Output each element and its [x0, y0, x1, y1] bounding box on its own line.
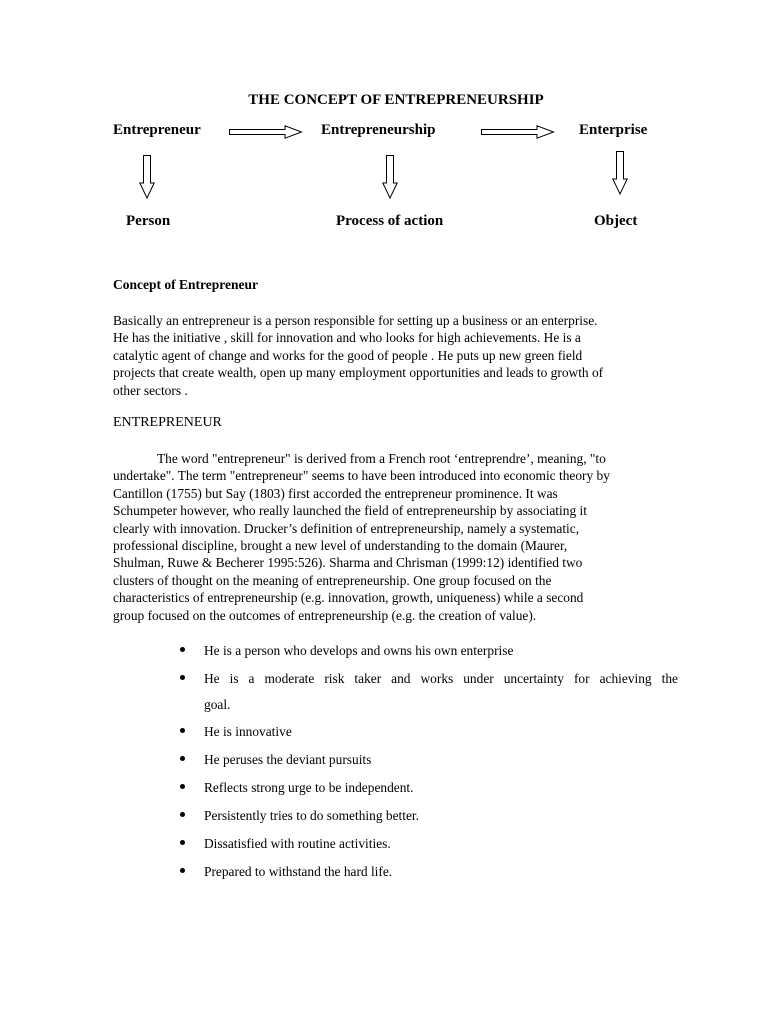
paragraph-line: Shulman, Ruwe & Becherer 1995:526). Sharma and Chrisman (1999:12) identified two: [113, 555, 583, 571]
concept-paragraph: [113, 312, 653, 399]
down-arrow-icon: [139, 155, 155, 199]
list-item-text: goal.: [204, 697, 231, 712]
paragraph-line: group focused on the outcomes of entrepreneurship (e.g. the creation of value).: [113, 607, 537, 623]
diagram-label-object: Object: [594, 213, 638, 229]
bullet-icon: [180, 675, 185, 680]
section-heading-concept: Concept of Entrepreneur: [113, 277, 258, 292]
paragraph-line: professional discipline, brought a new level of understanding to the domain (Maurer,: [113, 538, 568, 554]
list-item-text: Dissatisfied with routine activities.: [204, 836, 391, 851]
paragraph-line: He has the initiative , skill for innovation and who looks for high achievements. He is a: [113, 330, 581, 346]
paragraph-line: other sectors .: [113, 382, 188, 398]
list-item-text: Persistently tries to do something better.: [204, 808, 419, 823]
right-arrow-icon: [481, 125, 555, 139]
list-item-text: He is innovative: [204, 724, 292, 739]
entrepreneur-paragraph: [113, 450, 653, 624]
paragraph-line: Basically an entrepreneur is a person responsible for setting up a business or an enterprise.: [113, 313, 598, 328]
bullet-icon: [180, 868, 185, 873]
paragraph-line: Cantillon (1755) but Say (1803) first accorded the entrepreneur prominence. It was: [113, 485, 558, 501]
bullet-icon: [180, 756, 185, 761]
diagram-label-person: Person: [126, 213, 171, 229]
paragraph-line: characteristics of entrepreneurship (e.g. innovation, growth, uniqueness) while a second: [113, 590, 584, 606]
list-item-text: Reflects strong urge to be independent.: [204, 780, 414, 795]
paragraph-line: projects that create wealth, open up many employment opportunities and leads to growth of: [113, 365, 604, 381]
bullet-icon: [180, 840, 185, 845]
list-item-text: Prepared to withstand the hard life.: [204, 864, 393, 879]
list-item-text: He is a moderate risk taker and works under uncertainty for achieving the: [204, 671, 678, 686]
bullet-icon: [180, 784, 185, 789]
list-item-text: He peruses the deviant pursuits: [204, 752, 372, 767]
list-item-text: He is a person who develops and owns his own enterprise: [204, 643, 514, 658]
paragraph-line: The word "entrepreneur" is derived from a French root ‘entreprendre’, meaning, "to: [157, 451, 606, 466]
diagram-label-entrepreneurship: Entrepreneurship: [321, 122, 436, 138]
paragraph-line: clearly with innovation. Drucker’s definition of entrepreneurship, namely a systematic,: [113, 520, 580, 536]
down-arrow-icon: [612, 151, 628, 195]
paragraph-line: undertake". The term "entrepreneur" seems to have been introduced into economic theory by: [113, 468, 610, 484]
bullet-icon: [180, 728, 185, 733]
section-heading-entrepreneur: ENTREPRENEUR: [113, 415, 222, 430]
paragraph-line: Schumpeter however, who really launched the field of entrepreneurship by associating it: [113, 503, 587, 519]
diagram-label-enterprise: Enterprise: [579, 122, 648, 138]
paragraph-line: catalytic agent of change and works for the good of people . He puts up new green field: [113, 347, 583, 363]
diagram-label-entrepreneur: Entrepreneur: [113, 122, 201, 138]
paragraph-line: clusters of thought on the meaning of entrepreneurship. One group focused on the: [113, 572, 552, 588]
right-arrow-icon: [229, 125, 303, 139]
page-title: THE CONCEPT OF ENTREPRENEURSHIP: [248, 92, 544, 108]
bullet-icon: [180, 647, 185, 652]
bullet-icon: [180, 812, 185, 817]
diagram-label-process-of-action: Process of action: [336, 213, 444, 229]
down-arrow-icon: [382, 155, 398, 199]
